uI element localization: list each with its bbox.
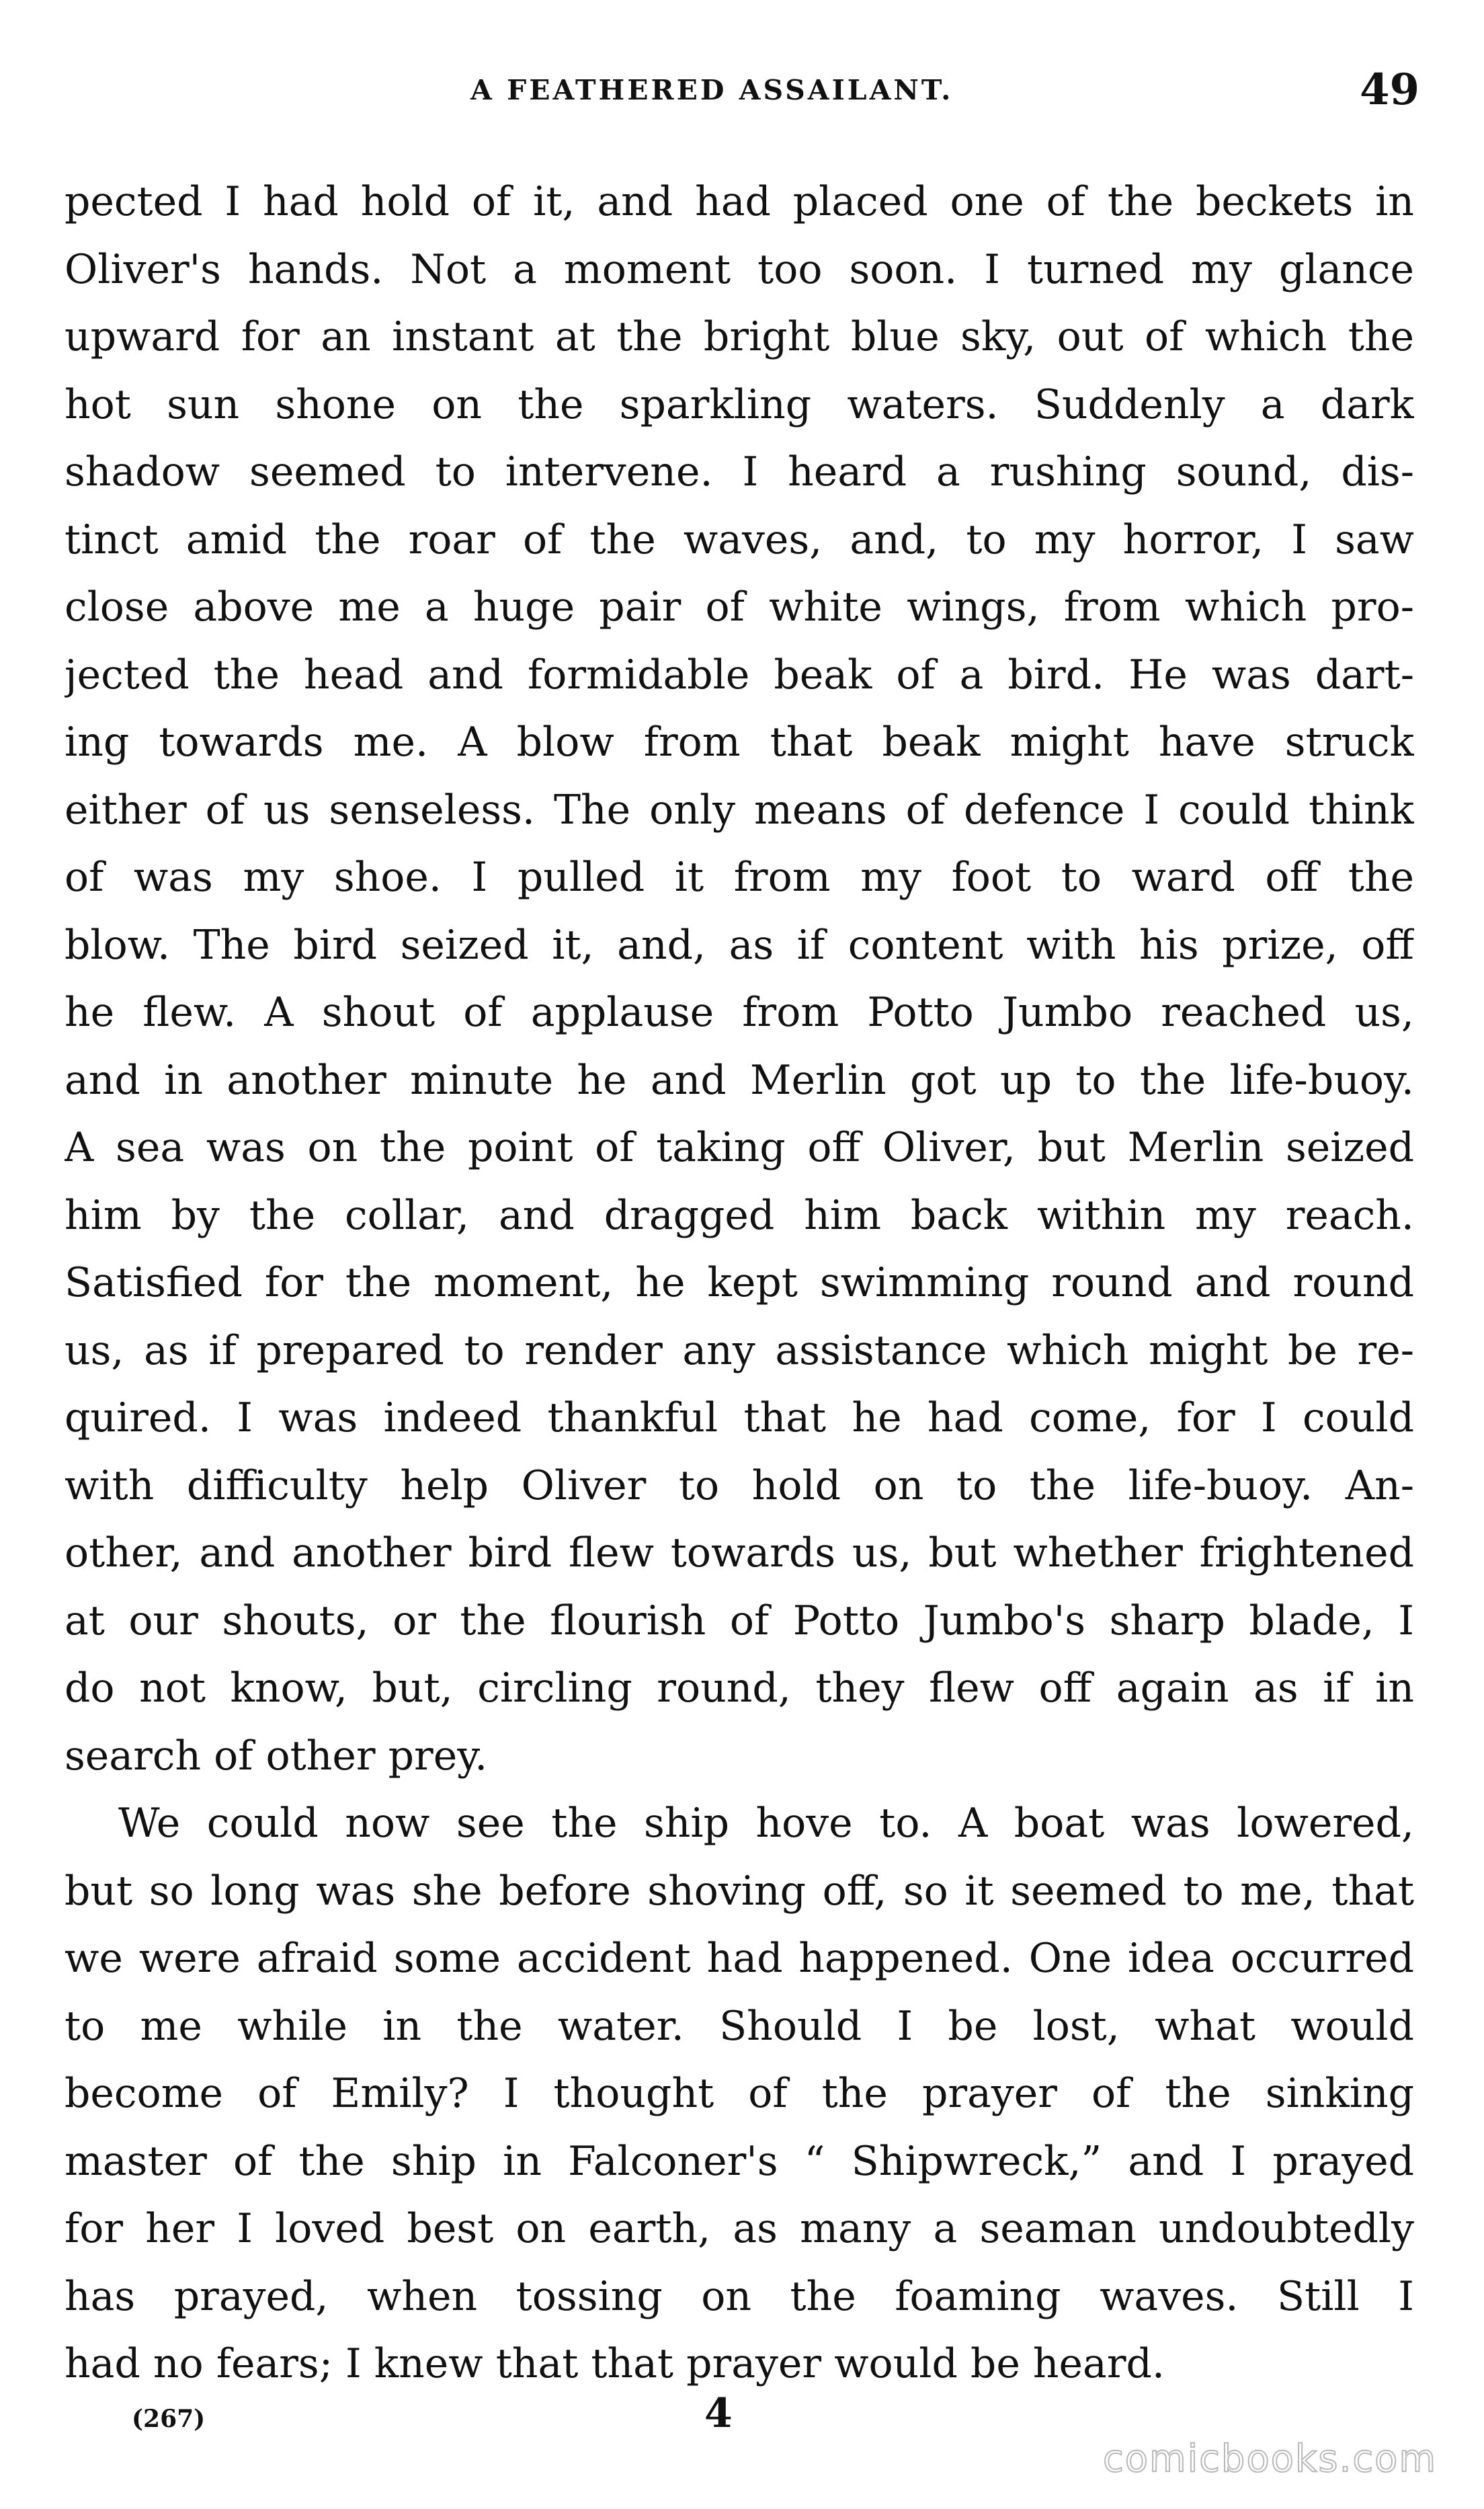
page-number: 49 [1359, 65, 1419, 115]
text-line: us, as if prepared to render any assistance which might be re- [65, 1326, 1414, 1374]
text-line: close above me a huge pair of white wings, from which pro- [65, 584, 1414, 631]
body-text [65, 168, 1414, 2398]
text-line: but so long was she before shoving off, so it seemed to me, that [65, 1867, 1414, 1915]
text-line: blow. The bird seized it, and, as if content with his prize, off [65, 921, 1414, 969]
text-line: for her I loved best on earth, as many a seaman undoubtedly [65, 2205, 1414, 2252]
text-line: has prayed, when tossing on the foaming waves. Still I [65, 2272, 1414, 2320]
text-line: of was my shoe. I pulled it from my foot to ward off the [65, 854, 1414, 901]
text-line: tinct amid the roar of the waves, and, to my horror, I saw [65, 516, 1414, 563]
text-line: either of us senseless. The only means of defence I could think [65, 786, 1414, 834]
signature-number: 4 [704, 2390, 733, 2437]
watermark-logo: comicbooks.com [1102, 2437, 1437, 2481]
text-line: master of the ship in Falconer's “ Shipwreck,” and I prayed [65, 2137, 1414, 2185]
text-line: become of Emily? I thought of the prayer of the sinking [65, 2070, 1414, 2117]
running-head [0, 65, 1484, 118]
text-line: at our shouts, or the flourish of Potto Jumbo's sharp blade, I [65, 1597, 1414, 1644]
text-line: to me while in the water. Should I be lost, what would [65, 2002, 1414, 2050]
printer-signature: (267) [132, 2405, 206, 2433]
text-line: do not know, but, circling round, they flew off again as if in [65, 1665, 1414, 1712]
text-line: We could now see the ship hove to. A boat was lowered, [118, 1800, 1414, 1847]
text-line: quired. I was indeed thankful that he had come, for I could [65, 1394, 1414, 1441]
text-line: search of other prey. [65, 1732, 488, 1780]
text-line: pected I had hold of it, and had placed one of the beckets in [65, 178, 1414, 225]
text-line: with difficulty help Oliver to hold on to the life-buoy. An- [65, 1462, 1414, 1509]
text-line: hot sun shone on the sparkling waters. Suddenly a dark [65, 381, 1414, 428]
text-line: shadow seemed to intervene. I heard a rushing sound, dis- [65, 448, 1414, 495]
running-title: A FEATHERED ASSAILANT. [470, 74, 954, 106]
text-line: him by the collar, and dragged him back within my reach. [65, 1191, 1414, 1239]
text-line: other, and another bird flew towards us, but whether frightened [65, 1529, 1414, 1577]
text-line: A sea was on the point of taking off Oliver, but Merlin seized [65, 1124, 1414, 1171]
text-line: jected the head and formidable beak of a bird. He was dart- [65, 651, 1414, 699]
paragraph-2 [65, 1790, 1414, 2398]
text-line: Satisfied for the moment, he kept swimming round and round [65, 1259, 1414, 1306]
text-line: had no fears; I knew that that prayer would be heard. [65, 2340, 1165, 2387]
text-line: upward for an instant at the bright blue sky, out of which the [65, 313, 1414, 360]
text-line: ing towards me. A blow from that beak might have struck [65, 719, 1414, 766]
text-line: he flew. A shout of applause from Potto Jumbo reached us, [65, 989, 1414, 1036]
text-line: we were afraid some accident had happened. One idea occurred [65, 1935, 1414, 1982]
text-line: Oliver's hands. Not a moment too soon. I turned my glance [65, 245, 1414, 293]
paragraph-1 [65, 168, 1414, 1790]
text-line: and in another minute he and Merlin got up to the life-buoy. [65, 1056, 1414, 1104]
